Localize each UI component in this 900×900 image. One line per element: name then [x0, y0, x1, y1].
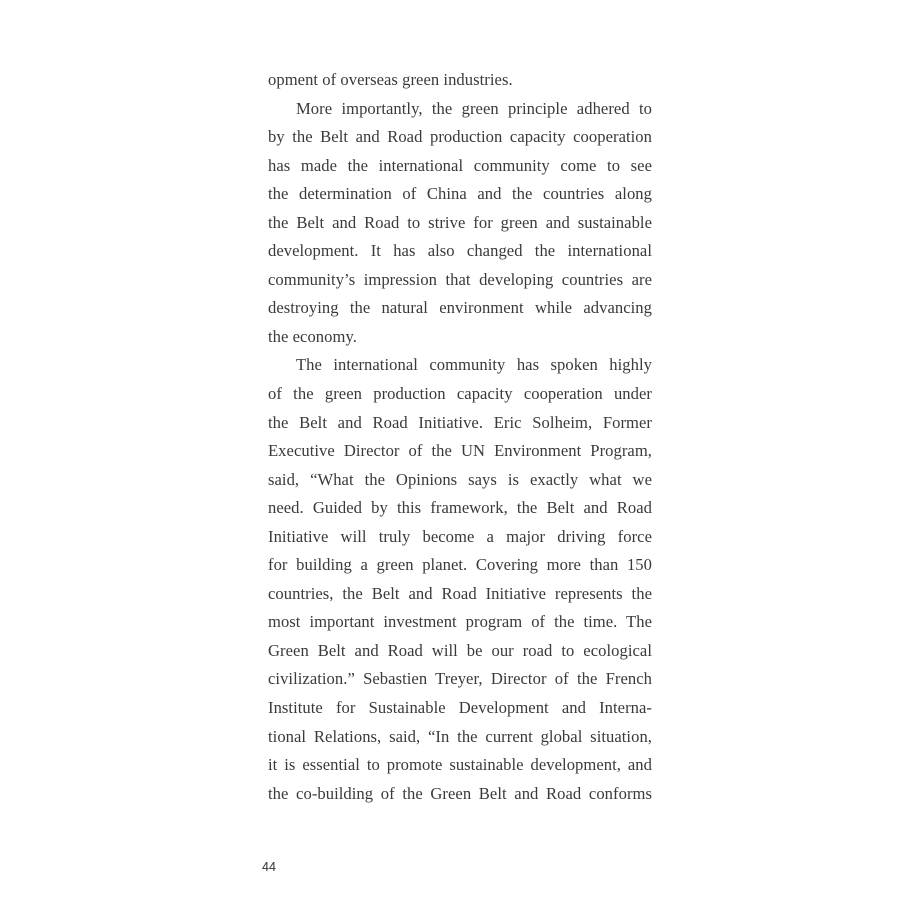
text-line: Initiative will truly become a major driving force [268, 526, 652, 546]
text-line: countries, the Belt and Road Initiative represents the [268, 583, 652, 603]
text-line: More importantly, the green principle adhered to [296, 98, 652, 118]
text-line: the Belt and Road to strive for green and sustainable [268, 212, 652, 232]
text-line: it is essential to promote sustainable development, and [268, 755, 652, 775]
text-line: the Belt and Road Initiative. Eric Solheim, Former [268, 412, 652, 432]
page-number: 44 [262, 860, 276, 874]
text-line: Institute for Sustainable Development and Interna- [268, 698, 652, 718]
text-line: destroying the natural environment while advancing [268, 298, 652, 318]
text-line: the determination of China and the countries along [268, 184, 652, 204]
text-line: for building a green planet. Covering more than 150 [268, 555, 652, 575]
text-line: the economy. [268, 326, 357, 346]
body-text [268, 66, 652, 808]
text-line: need. Guided by this framework, the Belt and Road [268, 498, 652, 518]
text-line: civilization.” Sebastien Treyer, Director of the French [268, 669, 652, 689]
text-line: development. It has also changed the international [268, 241, 652, 261]
text-line: The international community has spoken highly [296, 355, 652, 375]
text-line: tional Relations, said, “In the current global situation, [268, 726, 652, 746]
text-line: opment of overseas green industries. [268, 70, 513, 89]
text-line: said, “What the Opinions says is exactly what we [268, 469, 652, 489]
text-line: has made the international community come to see [268, 155, 652, 175]
text-line: the co-building of the Green Belt and Road conforms [268, 783, 652, 803]
text-line: most important investment program of the time. The [268, 612, 652, 632]
text-line: Green Belt and Road will be our road to ecological [268, 640, 652, 660]
text-line: community’s impression that developing countries are [268, 269, 652, 289]
text-line: Executive Director of the UN Environment Program, [268, 441, 652, 461]
text-line: of the green production capacity cooperation under [268, 384, 652, 404]
text-line: by the Belt and Road production capacity cooperation [268, 127, 652, 147]
